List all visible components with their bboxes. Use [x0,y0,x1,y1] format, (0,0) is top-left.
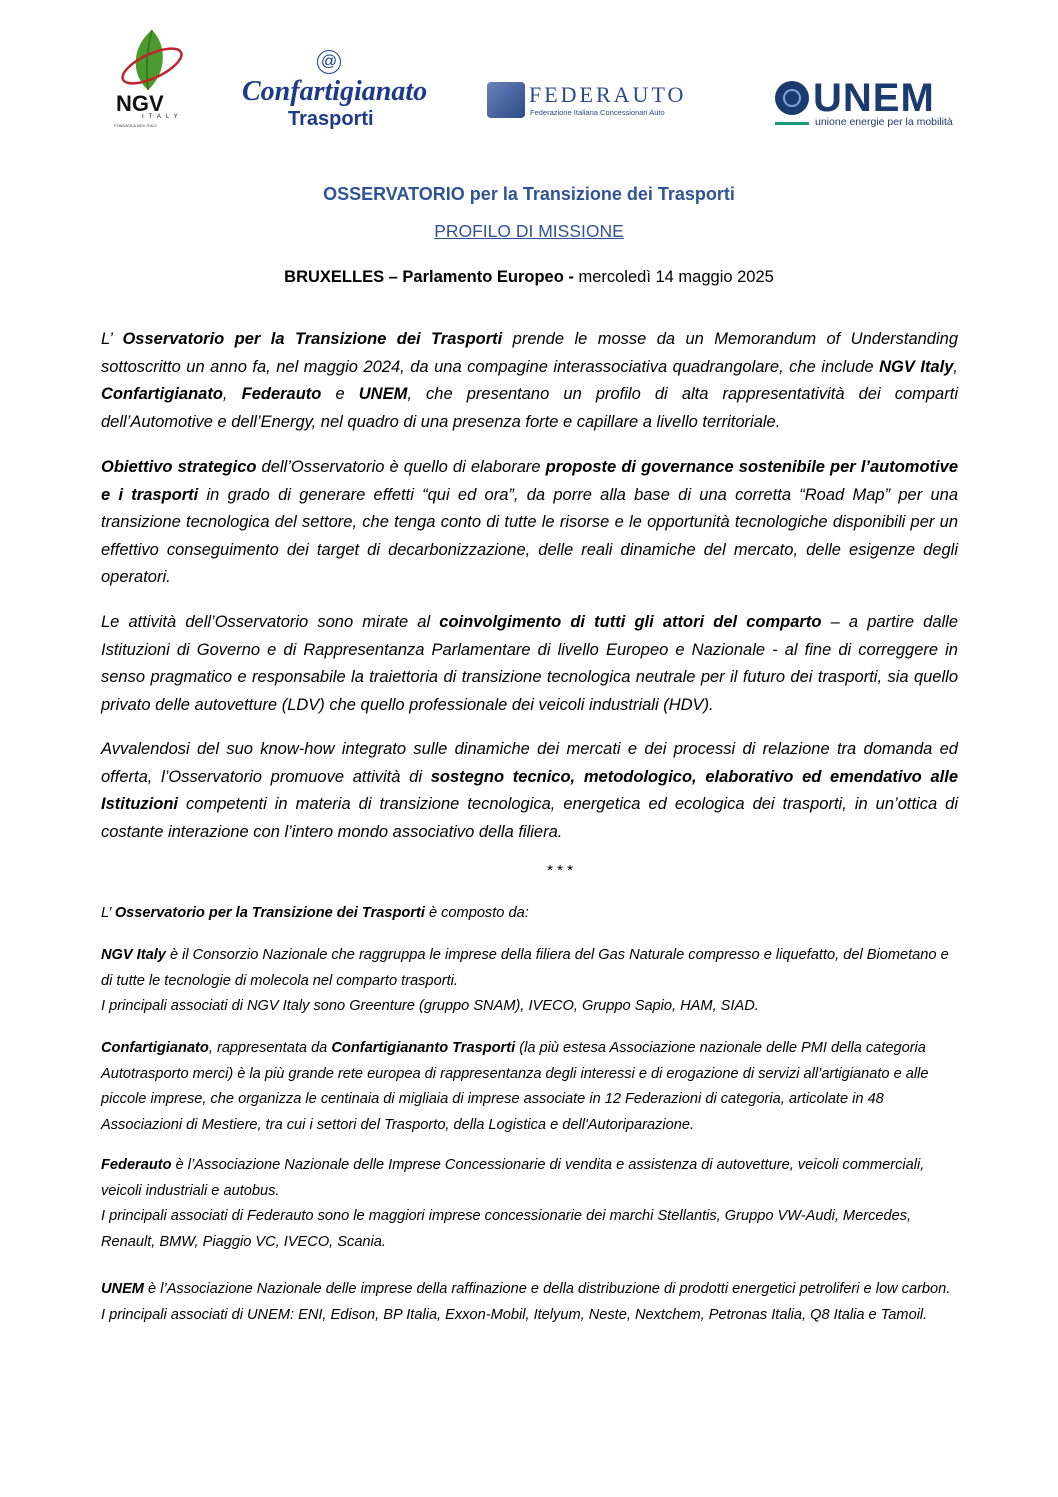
federauto-logo-text: FEDERAUTO [529,82,687,107]
text: , che presentano un profilo di alta rappresentatività dei comparti dell’Automotive e dell’Energy, nel quadro di una presenza forte e capillare a livello territoriale. [101,385,958,431]
federauto-emblem-icon [487,82,525,118]
unem-logo-text: UNEM [813,76,935,120]
subtitle-text: PROFILO DI MISSIONE [434,221,624,241]
ngv-logo-text: NGV [116,91,164,116]
text-bold: coinvolgimento di tutti gli attori del comparto [439,613,822,631]
date-line [0,268,1058,287]
text-bold: sostegno tecnico, metodologico, elaborativo ed emendativo alle Istituzioni [101,767,958,813]
federauto-logo-sub: Federazione Italiana Concessionari Auto [530,108,665,117]
ngv-leaf-icon [112,26,188,96]
text-bold: UNEM [101,1281,144,1297]
text-bold: Osservatorio per la Transizione dei Trasporti [122,330,503,348]
text: , [953,357,958,376]
text: Avvalendosi del suo know-how integrato sulle dinamiche dei mercati e dei processi di relazione tra domanda ed offerta, l’Osservatorio promuove attività di [101,740,958,786]
text: Le attività dell’Osservatorio sono mirate al [101,613,440,631]
text-bold: Obiettivo strategico [101,458,257,476]
unem-emblem-icon [775,81,809,115]
unem-logo-sub: unione energie per la mobilità [815,116,953,128]
text-bold: NGV Italy [101,947,166,963]
text: (la più estesa Associazione nazionale delle PMI della categoria Autotrasporto merci) è la più grande rete europea di rappresentanza degli interessi e di erogazione di servizi all’artigianato e alle piccole imprese, che organizza le centinaia di migliaia di imprese associate in 12 Federazioni di categoria, articolate in 48 Associazioni di Mestiere, tra cui i settori del Trasporto, della Logistica e dell'Autoriparazione. [101,1040,929,1133]
text-bold: Federauto [241,385,322,403]
at-icon: @ [317,50,341,74]
member-ngv [101,943,958,1020]
text: prende le mosse da un Memorandum of Understanding sottoscritto un anno fa, nel maggio 2024, da una compagine interassociativa quadrangolare, che include [101,330,958,376]
federauto-logo [487,82,702,120]
paragraph-intro [101,326,958,436]
text: è composto da: [424,905,529,921]
text-bold: UNEM [358,385,408,403]
text: e [321,385,359,403]
text-bold: proposte di governance sostenibile per l’automotive e i trasporti [101,458,958,504]
unem-accent-line [775,122,809,125]
confartigianato-logo [240,50,428,135]
confartigianato-logo-sub: Trasporti [288,108,374,130]
date-text: mercoledì 14 maggio 2025 [573,268,774,286]
text: I principali associati di UNEM: ENI, Edison, BP Italia, Exxon-Mobil, Itelyum, Neste, Nextchem, Petronas Italia, Q8 Italia e Tamoil. [101,1306,928,1323]
ngv-italy-logo [112,26,188,126]
member-confartigianato [101,1036,958,1138]
text: I principali associati di Federauto sono le maggiori imprese concessionarie dei marchi Stellantis, Gruppo VW-Audi, Mercedes, Renault, BMW, Piaggio VC, IVECO, Scania. [101,1208,912,1250]
text: I principali associati di NGV Italy sono Greenture (gruppo SNAM), IVECO, Gruppo Sapio, HAM, SIAD. [101,998,759,1014]
ngv-logo-tag: FONDATA A NGV ITALY [114,123,158,128]
text: L’ [101,905,115,921]
text-bold: Federauto [101,1157,172,1173]
confartigianato-logo-text: Confartigianato [242,76,428,107]
document-subtitle [0,221,1058,242]
unem-logo [775,76,960,130]
date-location: BRUXELLES – Parlamento Europeo - [284,268,574,286]
text-bold: Confartigianato [101,1040,209,1056]
text-bold: NGV Italy [879,357,954,376]
text: , [222,385,242,403]
text: competenti in materia di transizione tecnologica, energetica ed ecologica dei trasporti, in un’ottica di costante interazione con l’intero mondo associativo della filiera. [101,795,958,841]
text: è l’Associazione Nazionale delle imprese della raffinazione e della distribuzione di prodotti energetici petroliferi e low carbon. [143,1281,951,1297]
text-bold: Confartigianato [101,385,223,403]
text: – a partire dalle Istituzioni di Governo e di Rappresentanza Parlamentare di livello Europeo e Nazionale - al fine di correggere in senso pragmatico e responsabile la traiettoria di transizione tecnologica neutrale per il futuro dei trasporti, sia quello privato delle autovetture (LDV) che quello professionale dei veicoli industriali (HDV). [101,613,958,714]
text: è il Consorzio Nazionale che raggruppa le imprese della filiera del Gas Naturale compresso e liquefatto, del Biometano e di tutte le tecnologie di molecola nel comparto trasporti. [101,947,949,989]
member-federauto [101,1153,958,1255]
ngv-logo-sub: ITALY [142,114,183,120]
separator-stars: * * * [547,862,573,879]
text-bold: Osservatorio per la Transizione dei Trasporti [114,905,425,921]
text-bold: Confartigiananto Trasporti [331,1040,516,1056]
member-unem [101,1277,958,1328]
paragraph-support [101,736,958,846]
text: L’ [101,330,123,348]
paragraph-objective [101,454,958,592]
document-title: OSSERVATORIO per la Transizione dei Trasporti [323,184,735,204]
logo-bar [0,0,1058,140]
paragraph-activities [101,609,958,719]
text: dell’Osservatorio è quello di elaborare [256,458,546,476]
composition-intro [101,901,958,927]
text: , rappresentata da [208,1040,332,1056]
text: in grado di generare effetti “qui ed ora”, da porre alla base di una corretta “Road Map” per una transizione tecnologica del settore, che tenga conto di tutte le risorse e le opportunità tecnologiche disponibili per un effettivo conseguimento dei target di decarbonizzazione, delle reali dinamiche del mercato, delle esigenze degli operatori. [101,485,958,586]
text: è l’Associazione Nazionale delle Imprese Concessionarie di vendita e assistenza di autovetture, veicoli commerciali, veicoli industriali e autobus. [101,1157,925,1199]
